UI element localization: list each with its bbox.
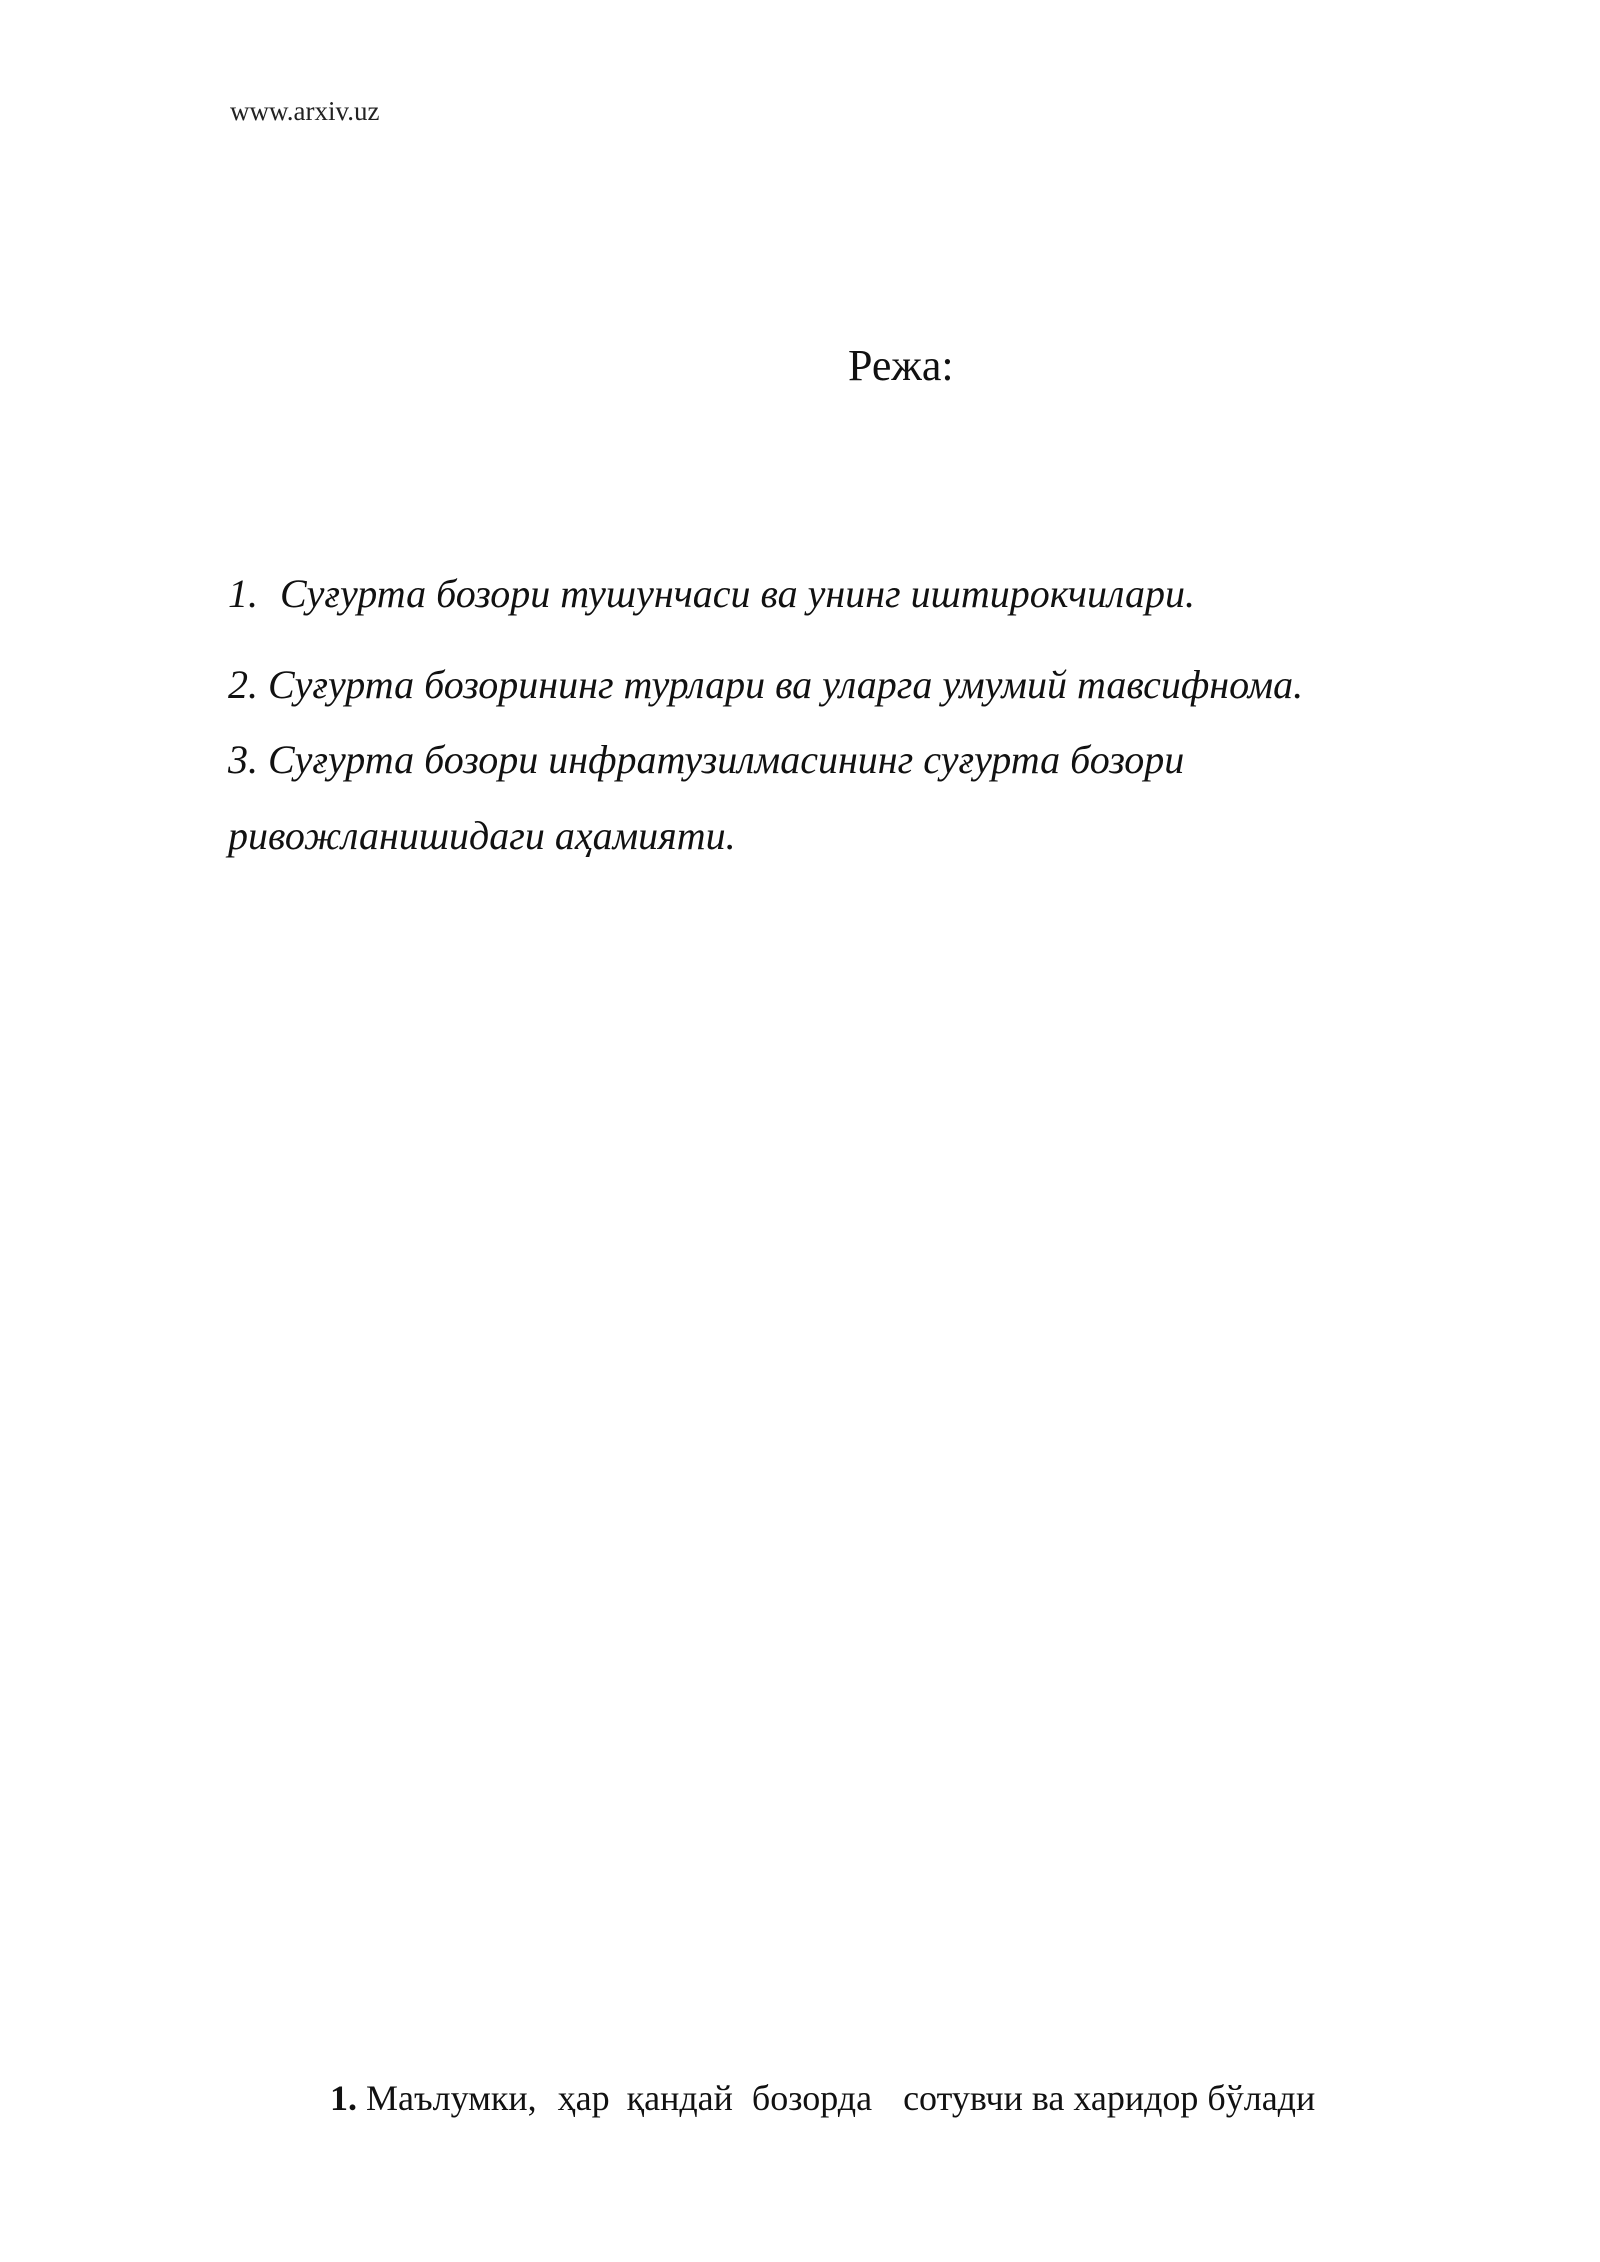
body-paragraph-start	[330, 2080, 1315, 2116]
section-number: 1.	[330, 2078, 357, 2118]
plan-item-1	[228, 571, 1195, 616]
plan-item-number: 3.	[228, 737, 258, 782]
plan-item-continuation-text: ривожланишидаги аҳамияти.	[228, 813, 736, 858]
body-word: бозорда	[751, 2078, 873, 2118]
plan-item-3	[228, 737, 1185, 782]
plan-item-3-continuation	[228, 813, 736, 858]
plan-title: Режа:	[848, 341, 954, 390]
plan-item-number: 2.	[228, 662, 258, 707]
body-word: сотувчи ва харидор бўлади	[903, 2078, 1316, 2118]
body-word: қандай	[626, 2078, 733, 2118]
plan-item-text: Суғурта бозорининг турлари ва уларга умумий тавсифнома.	[268, 662, 1304, 707]
plan-item-text: Суғурта бозори тушунчаси ва унинг иштирокчилари.	[280, 571, 1195, 616]
plan-item-2	[228, 662, 1304, 707]
body-word: ҳар	[557, 2078, 610, 2118]
body-word: Маълумки,	[366, 2078, 537, 2118]
plan-item-text: Суғурта бозори инфратузилмасининг суғурта бозори	[268, 737, 1185, 782]
plan-item-number: 1.	[228, 571, 258, 616]
site-url[interactable]: www.arxiv.uz	[230, 96, 380, 126]
